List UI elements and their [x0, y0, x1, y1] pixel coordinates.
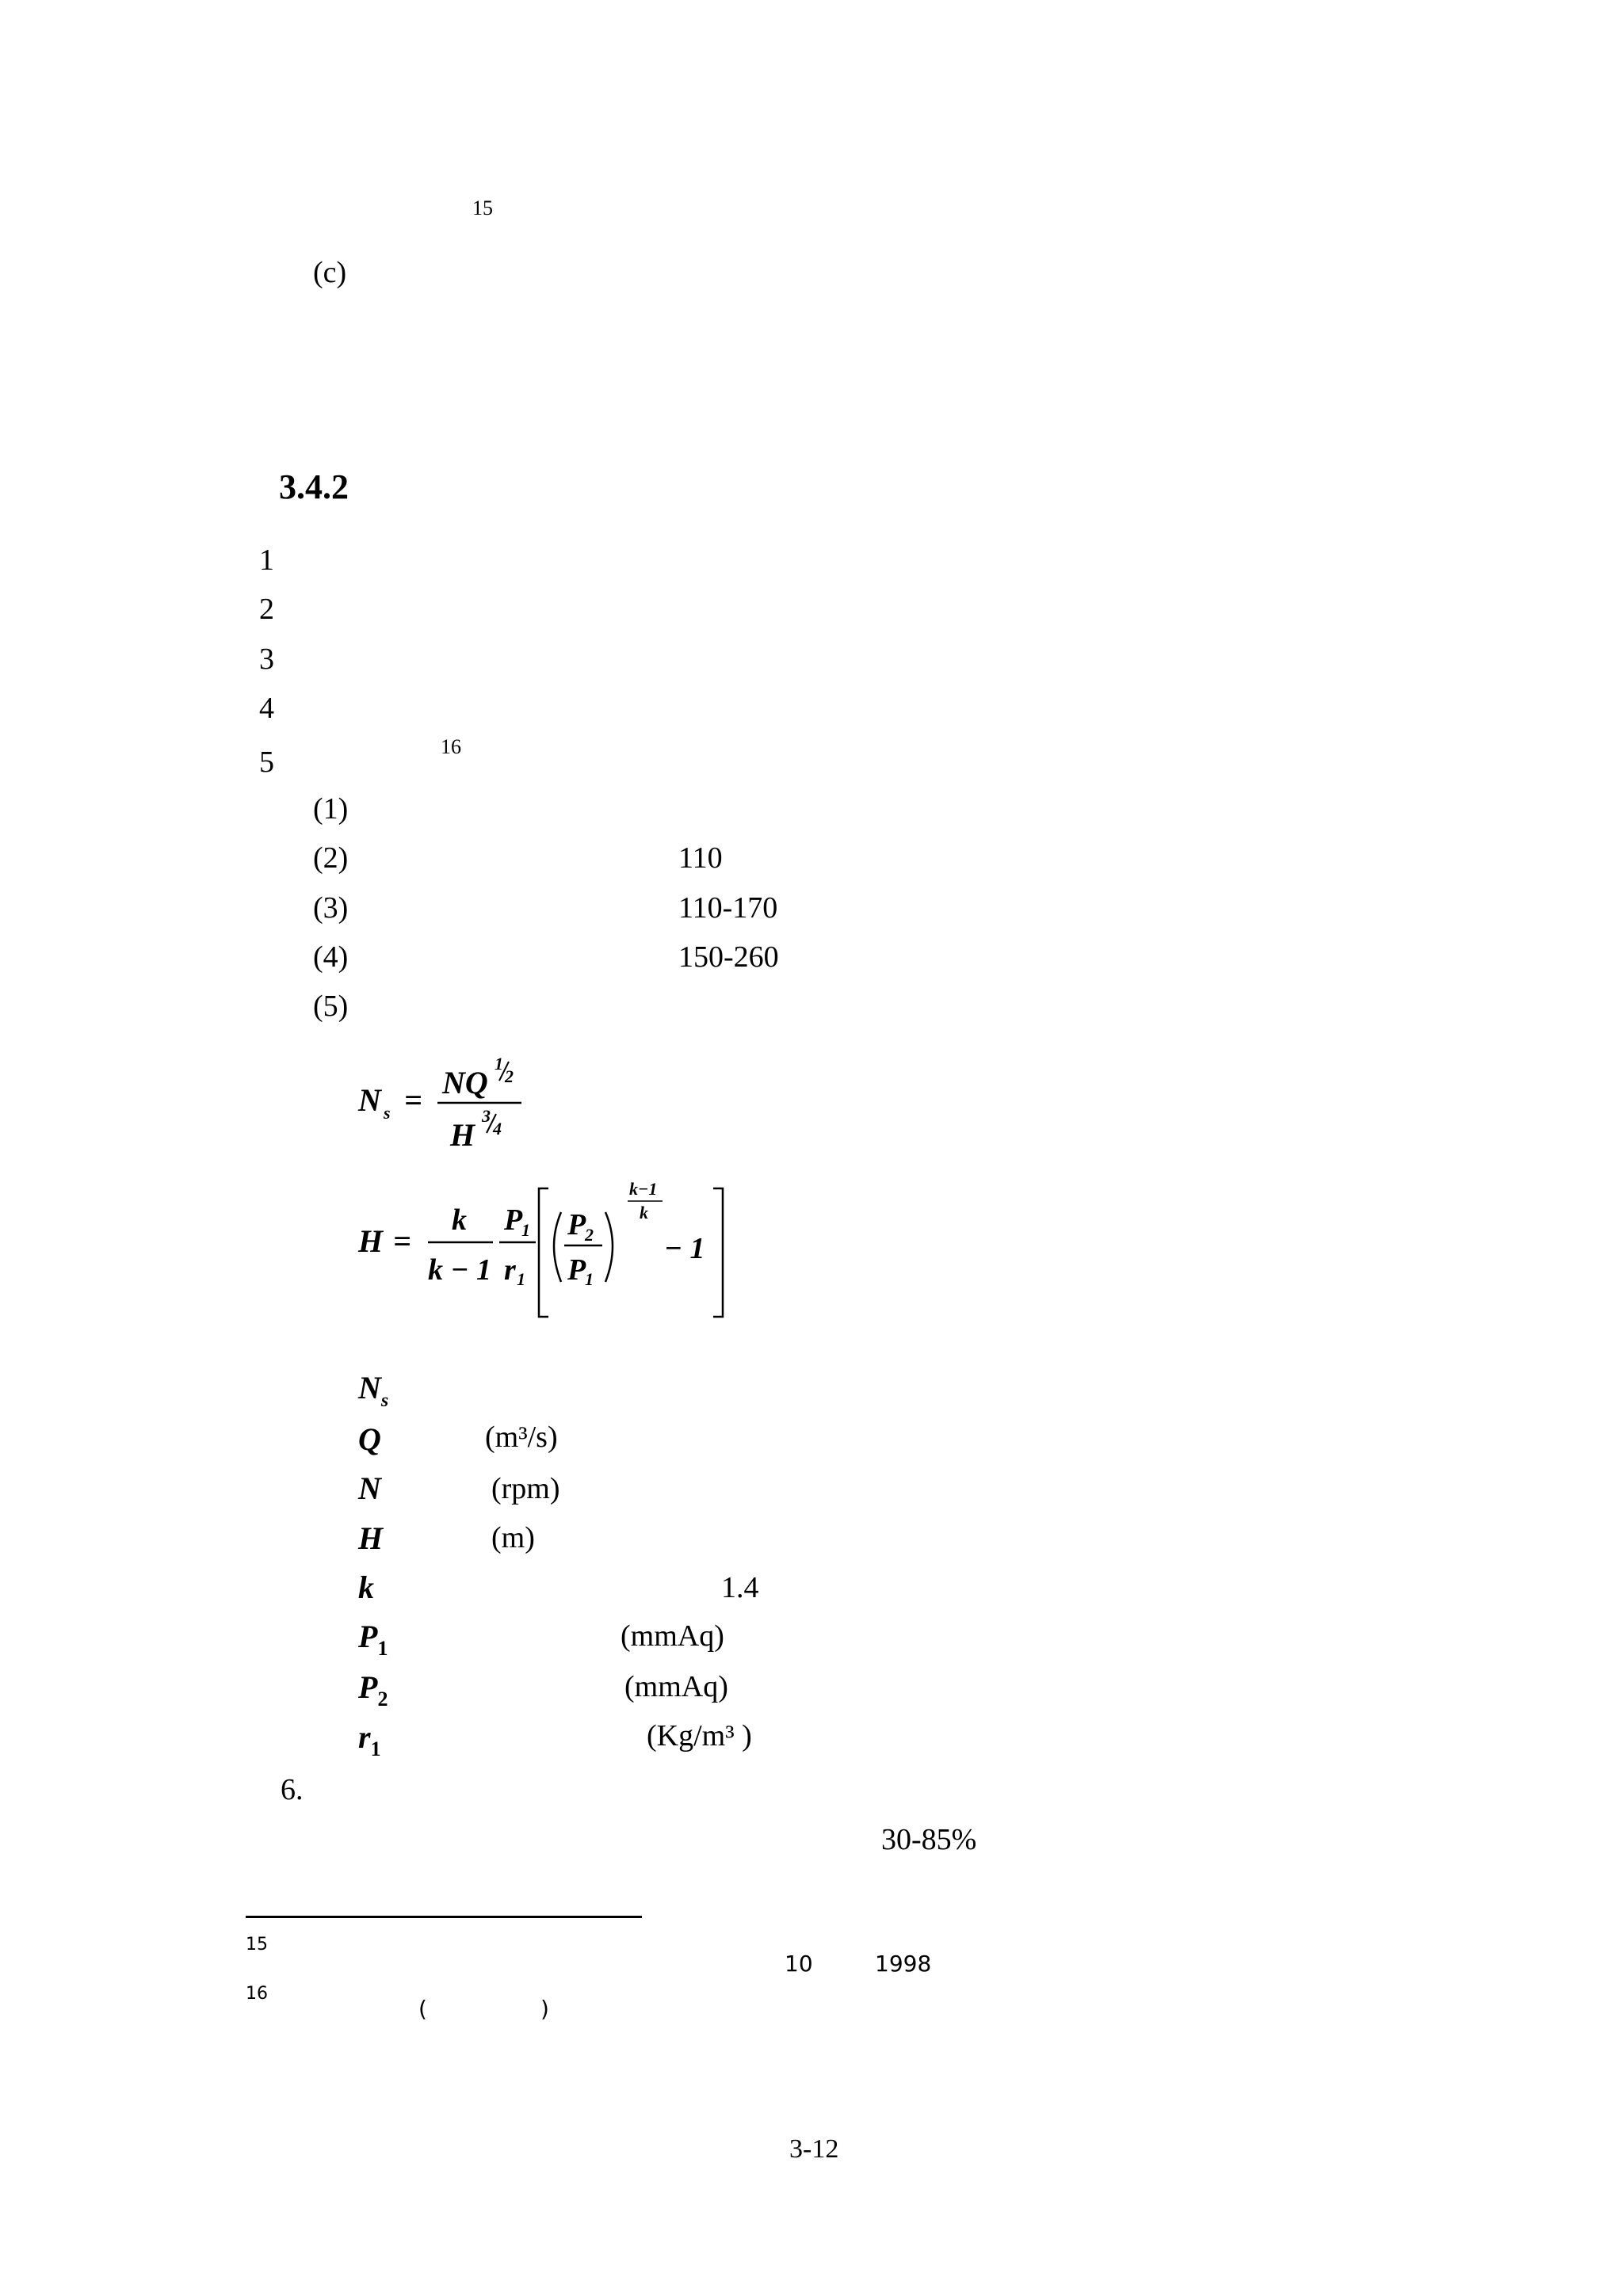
footnote-text: 10	[785, 1951, 813, 1977]
formula-exponent-num: k−1	[629, 1179, 658, 1199]
sub-item-label: (2)	[313, 841, 349, 875]
sub-item-value: 110-170	[678, 891, 778, 925]
variable-symbol	[358, 1669, 388, 1711]
footnote-number: 15	[246, 1935, 268, 1955]
formula-k-minus-1: k − 1	[428, 1253, 492, 1287]
formula-symbol: N	[358, 1082, 381, 1118]
numbered-item-2: 2	[259, 593, 274, 626]
right-bracket	[713, 1188, 723, 1317]
variable-symbol: H	[358, 1520, 384, 1556]
formula-numerator: NQ	[442, 1065, 488, 1100]
footnote-text: 1998	[875, 1951, 932, 1977]
variable-unit: (m)	[491, 1521, 535, 1554]
variable-letter: r	[358, 1719, 371, 1755]
footnote-ref-15: 15	[472, 196, 493, 219]
variable-symbol: N	[358, 1470, 381, 1506]
variable-unit: (mmAq)	[621, 1619, 724, 1653]
variable-subscript: s	[380, 1390, 389, 1411]
formula-exponent: 2	[505, 1066, 514, 1086]
left-paren	[554, 1212, 561, 1282]
formula-subscript: s	[384, 1103, 391, 1123]
sub-item-label: (1)	[313, 792, 349, 826]
formula-denominator: H	[450, 1117, 475, 1153]
sub-item-value: 150-260	[678, 940, 779, 974]
variable-unit: (Kg/m³ )	[647, 1719, 752, 1753]
formula-minus-one: − 1	[664, 1232, 705, 1265]
variable-unit: (mmAq)	[624, 1670, 728, 1703]
formula-p1: P	[504, 1203, 523, 1237]
formula-equals: =	[404, 1082, 422, 1118]
formula-symbol: H	[358, 1223, 384, 1259]
item-c: (c)	[313, 256, 347, 289]
variable-letter: N	[358, 1370, 381, 1405]
footnote-ref-16: 16	[441, 735, 461, 758]
variable-letter: P	[358, 1669, 378, 1705]
formula-subscript: 2	[585, 1225, 594, 1245]
specific-speed-formula	[349, 1046, 555, 1173]
left-bracket	[539, 1188, 548, 1317]
formula-k: k	[452, 1203, 467, 1237]
variable-subscript: 1	[370, 1737, 381, 1760]
sub-item-label: (4)	[313, 940, 349, 974]
formula-p1: P	[567, 1253, 586, 1287]
variable-symbol	[358, 1372, 388, 1410]
variable-symbol: k	[358, 1569, 374, 1605]
variable-unit: (m³/s)	[485, 1421, 558, 1454]
variable-symbol: Q	[358, 1421, 381, 1457]
formula-subscript: 1	[517, 1269, 525, 1289]
formula-exponent-den: k	[640, 1203, 648, 1222]
variable-subscript: 2	[377, 1688, 388, 1711]
numbered-item-1: 1	[259, 543, 274, 577]
right-paren	[605, 1212, 613, 1282]
item-6: 6.	[281, 1773, 304, 1806]
sub-item-label: (5)	[313, 990, 349, 1023]
sub-item-label: (3)	[313, 891, 349, 925]
formula-subscript: 1	[521, 1220, 530, 1240]
formula-exponent: 4	[493, 1119, 502, 1138]
variable-subscript: 1	[377, 1637, 388, 1660]
formula-exponent: 3	[482, 1106, 491, 1126]
formula-equals: =	[393, 1223, 411, 1259]
footnote-number: 16	[246, 1984, 268, 2004]
variable-symbol	[358, 1621, 388, 1659]
variable-symbol	[358, 1719, 381, 1760]
formula-exponent: 1	[495, 1054, 503, 1074]
variable-unit: (rpm)	[491, 1472, 560, 1505]
variable-unit: 1.4	[721, 1571, 759, 1604]
formula-subscript: 1	[585, 1269, 594, 1289]
formula-p2: P	[567, 1208, 586, 1241]
footnote-text: )	[540, 1996, 549, 2022]
numbered-item-3: 3	[259, 643, 274, 676]
footnote-separator	[246, 1916, 642, 1918]
variable-letter: P	[358, 1619, 378, 1654]
footnote-text: (	[418, 1996, 427, 2022]
head-formula	[349, 1173, 745, 1323]
numbered-item-4: 4	[259, 692, 274, 725]
item-6-value: 30-85%	[881, 1823, 977, 1856]
section-heading: 3.4.2	[279, 467, 349, 506]
sub-item-value: 110	[678, 841, 723, 875]
formula-r1: r	[504, 1253, 516, 1287]
numbered-item-5: 5	[259, 746, 274, 779]
page-number: 3-12	[789, 2134, 839, 2164]
